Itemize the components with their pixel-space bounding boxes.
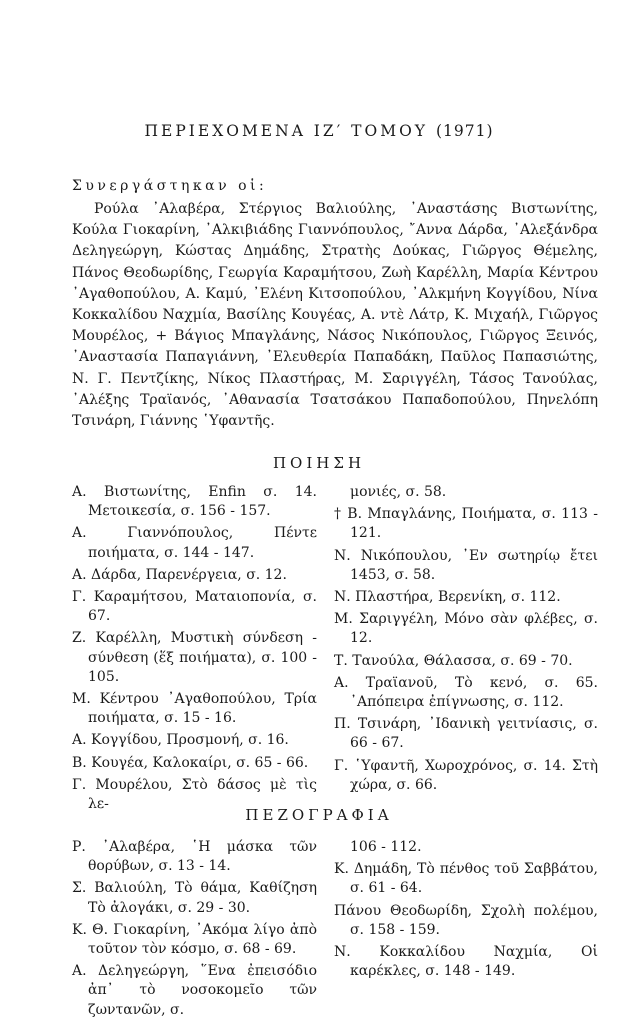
toc-entry: Γ. ῾Υφαντῆ, Χωροχρόνος, σ. 14. Στὴ χώρα, σ. 66. <box>334 757 598 793</box>
toc-entry: Γ. Καραμήτσου, Ματαιοπονία, σ. 67. <box>72 589 317 625</box>
toc-entry: Πάνου Θεοδωρίδη, Σχολὴ πολέμου, σ. 158 - 159. <box>334 902 598 938</box>
toc-entry: Γ. Μουρέλου, Στὸ δάσος μὲ τὶς λε- <box>72 776 317 813</box>
toc-entry-continuation: 106 - 112. <box>350 839 422 855</box>
prose-left-column <box>72 838 317 1023</box>
toc-entry: Ν. Πλαστήρα, Βερενίκη, σ. 112. <box>334 589 561 606</box>
title-text: ΠΕΡΙΕΧΟΜΕΝΑ ΙΖ′ ΤΟΜΟΥ <box>144 122 429 140</box>
poetry-section-title: ΠΟΙΗΣΗ <box>272 454 366 472</box>
poetry-right-column <box>334 483 598 798</box>
poetry-left-column <box>72 483 317 817</box>
toc-entry-continuation: μονιές, σ. 58. <box>350 484 447 500</box>
toc-entry: Ν. Νικόπουλου, ᾿Εν σωτηρίῳ ἔτει 1453, σ. 58. <box>334 547 598 583</box>
toc-entry: Β. Κουγέα, Καλοκαίρι, σ. 65 - 66. <box>72 754 309 771</box>
toc-entry: Α. Δάρδα, Παρενέργεια, σ. 12. <box>72 566 287 583</box>
toc-entry: Α. Δεληγεώργη, ῞Ενα ἐπεισόδιο ἀπ᾿ τὸ νοσοκομεῖο τῶν ζωντανῶν, σ. <box>72 963 317 1018</box>
prose-section-title: ΠΕΖΟΓΡΑΦΙΑ <box>245 806 393 824</box>
toc-entry: Μ. Σαριγγέλη, Μόνο σὰν φλέβες, σ. 12. <box>334 611 598 647</box>
toc-entry: Α. Τραϊανοῦ, Τὸ κενό, σ. 65. ᾿Απόπειρα ἐπίγνωσης, σ. 112. <box>334 674 598 711</box>
prose-right-column <box>334 838 598 984</box>
toc-entry: Μ. Κέντρου ᾿Αγαθοπούλου, Τρία ποιήματα, σ. 15 - 16. <box>72 691 317 727</box>
toc-entry: Κ. Θ. Γιοκαρίνη, ᾿Ακόμα λίγο ἀπὸ τοῦτον τὸν κόσμο, σ. 68 - 69. <box>72 921 317 958</box>
toc-entry: Ν. Κοκκαλίδου Ναχμία, Οἱ καρέκλες, σ. 148 - 149. <box>334 944 598 980</box>
toc-entry: † Β. Μπαγλάνης, Ποιήματα, σ. 113 - 121. <box>334 506 598 542</box>
toc-entry: Ρ. ᾿Αλαβέρα, ῾Η μάσκα τῶν θορύβων, σ. 13 - 14. <box>72 839 317 875</box>
title-year: (1971) <box>435 122 494 140</box>
contributors-list: Ρούλα ᾿Αλαβέρα, Στέργιος Βαλιούλης, ᾿Αναστάσης Βιστωνίτης, Κούλα Γιοκαρίνη, ᾿Αλκιβιάδης Γιαννόπουλος, ῎Αννα Δάρδα, ᾿Αλεξάνδρα Δεληγεώργη, Κώστας Δημάδης, Στρατὴς Δούκας, Γιῶργος Θέμελης, Πάνος Θεοδωρίδης, Γεωργία Καραμήτσου, Ζωὴ Καρέλλη, Μαρία Κέντρου ᾿Αγαθοπούλου, Α. Καμύ, ᾿Ελένη Κιτσοπούλου, ᾿Αλκμήνη Κογγίδου, Νίνα Κοκκαλίδου Ναχμία, Βασίλης Κουγέας, Α. ντὲ Λάτρ, Κ. Μιχαήλ, Γιῶργος Μουρέλος, + Βάγιος Μπαγλάνης, Νάσος Νικόπουλος, Γιῶργος Ξεινός, ᾿Αναστασία Παπαγιάννη, ᾿Ελευθερία Παπαδάκη, Παῦλος Παπασιώτης, Ν. Γ. Πεντζίκης, Νίκος Πλαστήρας, Μ. Σαριγγέλη, Τάσος Τανούλας, ᾿Αλέξης Τραϊανός, ᾿Αθανασία Τσατσάκου Παπαδοπούλου, Πηνελόπη Τσινάρη, Γιάννης ῾Υφαντῆς. <box>72 201 598 430</box>
toc-entry: Σ. Βαλιούλη, Τὸ θάμα, Καθίζηση Τὸ ἀλογάκι, σ. 29 - 30. <box>72 880 317 916</box>
page-title <box>0 122 638 140</box>
toc-entry: Π. Τσινάρη, ᾿Ιδανικὴ γειτνίασις, σ. 66 - 67. <box>334 716 598 752</box>
toc-entry: Α. Γιαννόπουλος, Πέντε ποιήματα, σ. 144 - 147. <box>72 525 317 561</box>
toc-entry: Α. Βιστωνίτης, Enfin σ. 14. Μετοικεσία, σ. 156 - 157. <box>72 484 317 520</box>
toc-entry: Ζ. Καρέλλη, Μυστικὴ σύνδεση - σύνθεση (ἕξ ποιήματα), σ. 100 - 105. <box>72 630 317 685</box>
toc-entry: Τ. Τανούλα, Θάλασσα, σ. 69 - 70. <box>334 652 573 669</box>
toc-entry: Α. Κογγίδου, Προσμονή, σ. 16. <box>72 732 289 749</box>
contributors-heading: Συνεργάστηκαν οἱ: <box>72 178 268 194</box>
toc-entry: Κ. Δημάδη, Τὸ πένθος τοῦ Σαββάτου, σ. 61 - 64. <box>334 861 598 897</box>
